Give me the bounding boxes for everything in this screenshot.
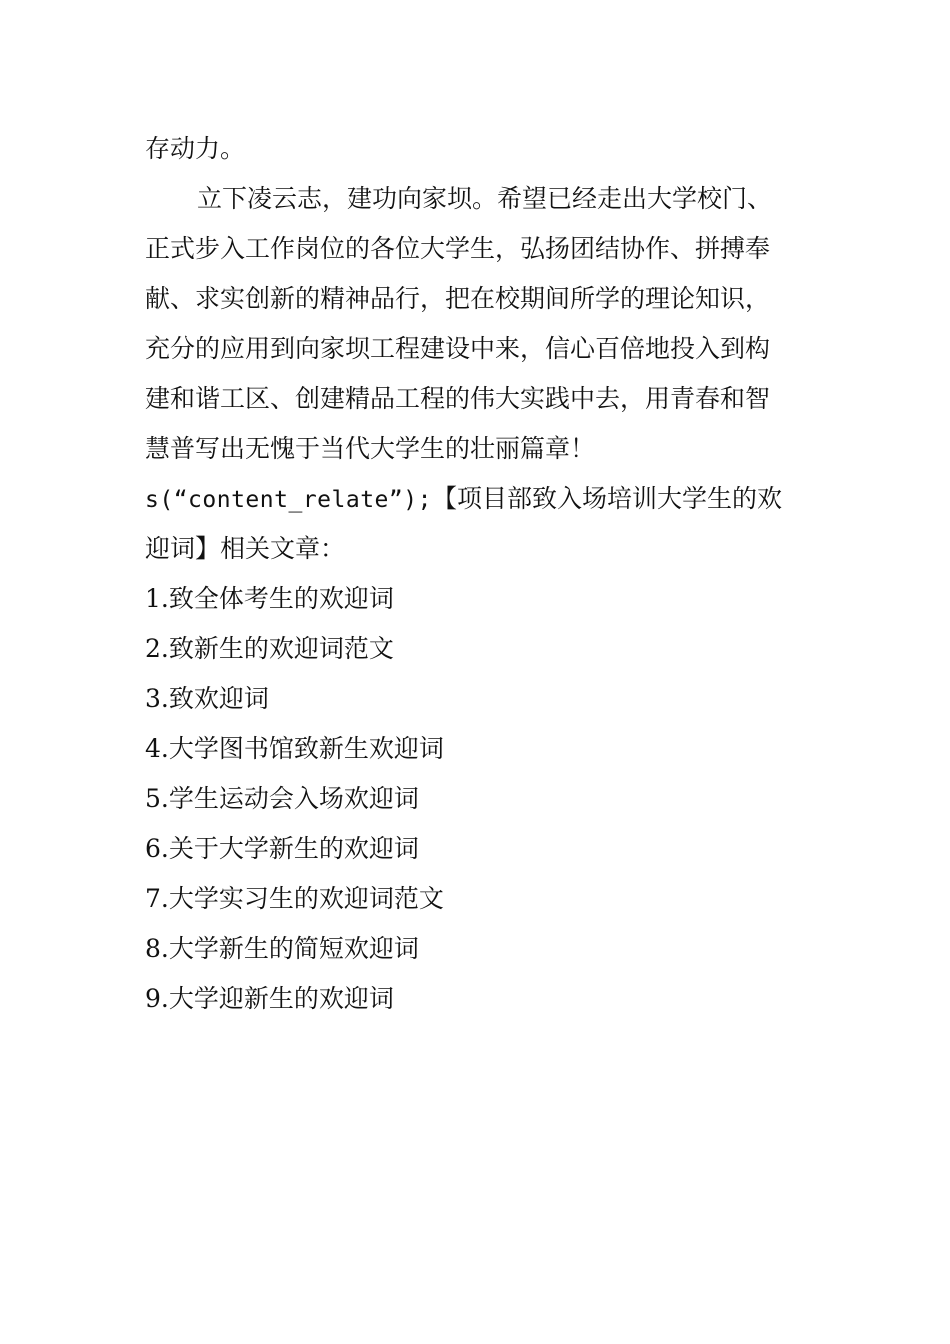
paragraph-line: 献、求实创新的精神品行，把在校期间所学的理论知识， [145,284,771,313]
related-article-link[interactable]: 1.致全体考生的欢迎词 [145,584,394,613]
related-article-link[interactable]: 3.致欢迎词 [145,684,269,713]
related-title-part1: 【项目部致入场培训大学生的欢 [431,484,782,513]
paragraph-line: 慧普写出无愧于当代大学生的壮丽篇章！ [145,434,596,463]
paragraph-line: 存动力。 [145,134,246,163]
paragraph-line: 正式步入工作岗位的各位大学生，弘扬团结协作、拼搏奉 [145,234,771,263]
related-article-link[interactable]: 2.致新生的欢迎词范文 [145,634,394,663]
related-article-link[interactable]: 9.大学迎新生的欢迎词 [145,984,394,1013]
related-code-text: s(“content_relate”); [145,487,432,513]
related-heading-line-2: 迎词】相关文章： [145,534,346,563]
paragraph-line: 建和谐工区、创建精品工程的伟大实践中去，用青春和智 [145,384,771,413]
related-articles-list [145,574,810,1024]
related-article-link[interactable]: 8.大学新生的简短欢迎词 [145,934,419,963]
related-article-link[interactable]: 6.关于大学新生的欢迎词 [145,834,419,863]
document-body [145,124,810,1024]
paragraph-line: 充分的应用到向家坝工程建设中来，信心百倍地投入到构 [145,334,771,363]
related-article-link[interactable]: 4.大学图书馆致新生欢迎词 [145,734,444,763]
related-article-link[interactable]: 7.大学实习生的欢迎词范文 [145,884,444,913]
related-article-link[interactable]: 5.学生运动会入场欢迎词 [145,784,419,813]
paragraph-line: 立下凌云志，建功向家坝。希望已经走出大学校门、 [197,184,773,213]
related-heading-line-1 [145,474,810,524]
